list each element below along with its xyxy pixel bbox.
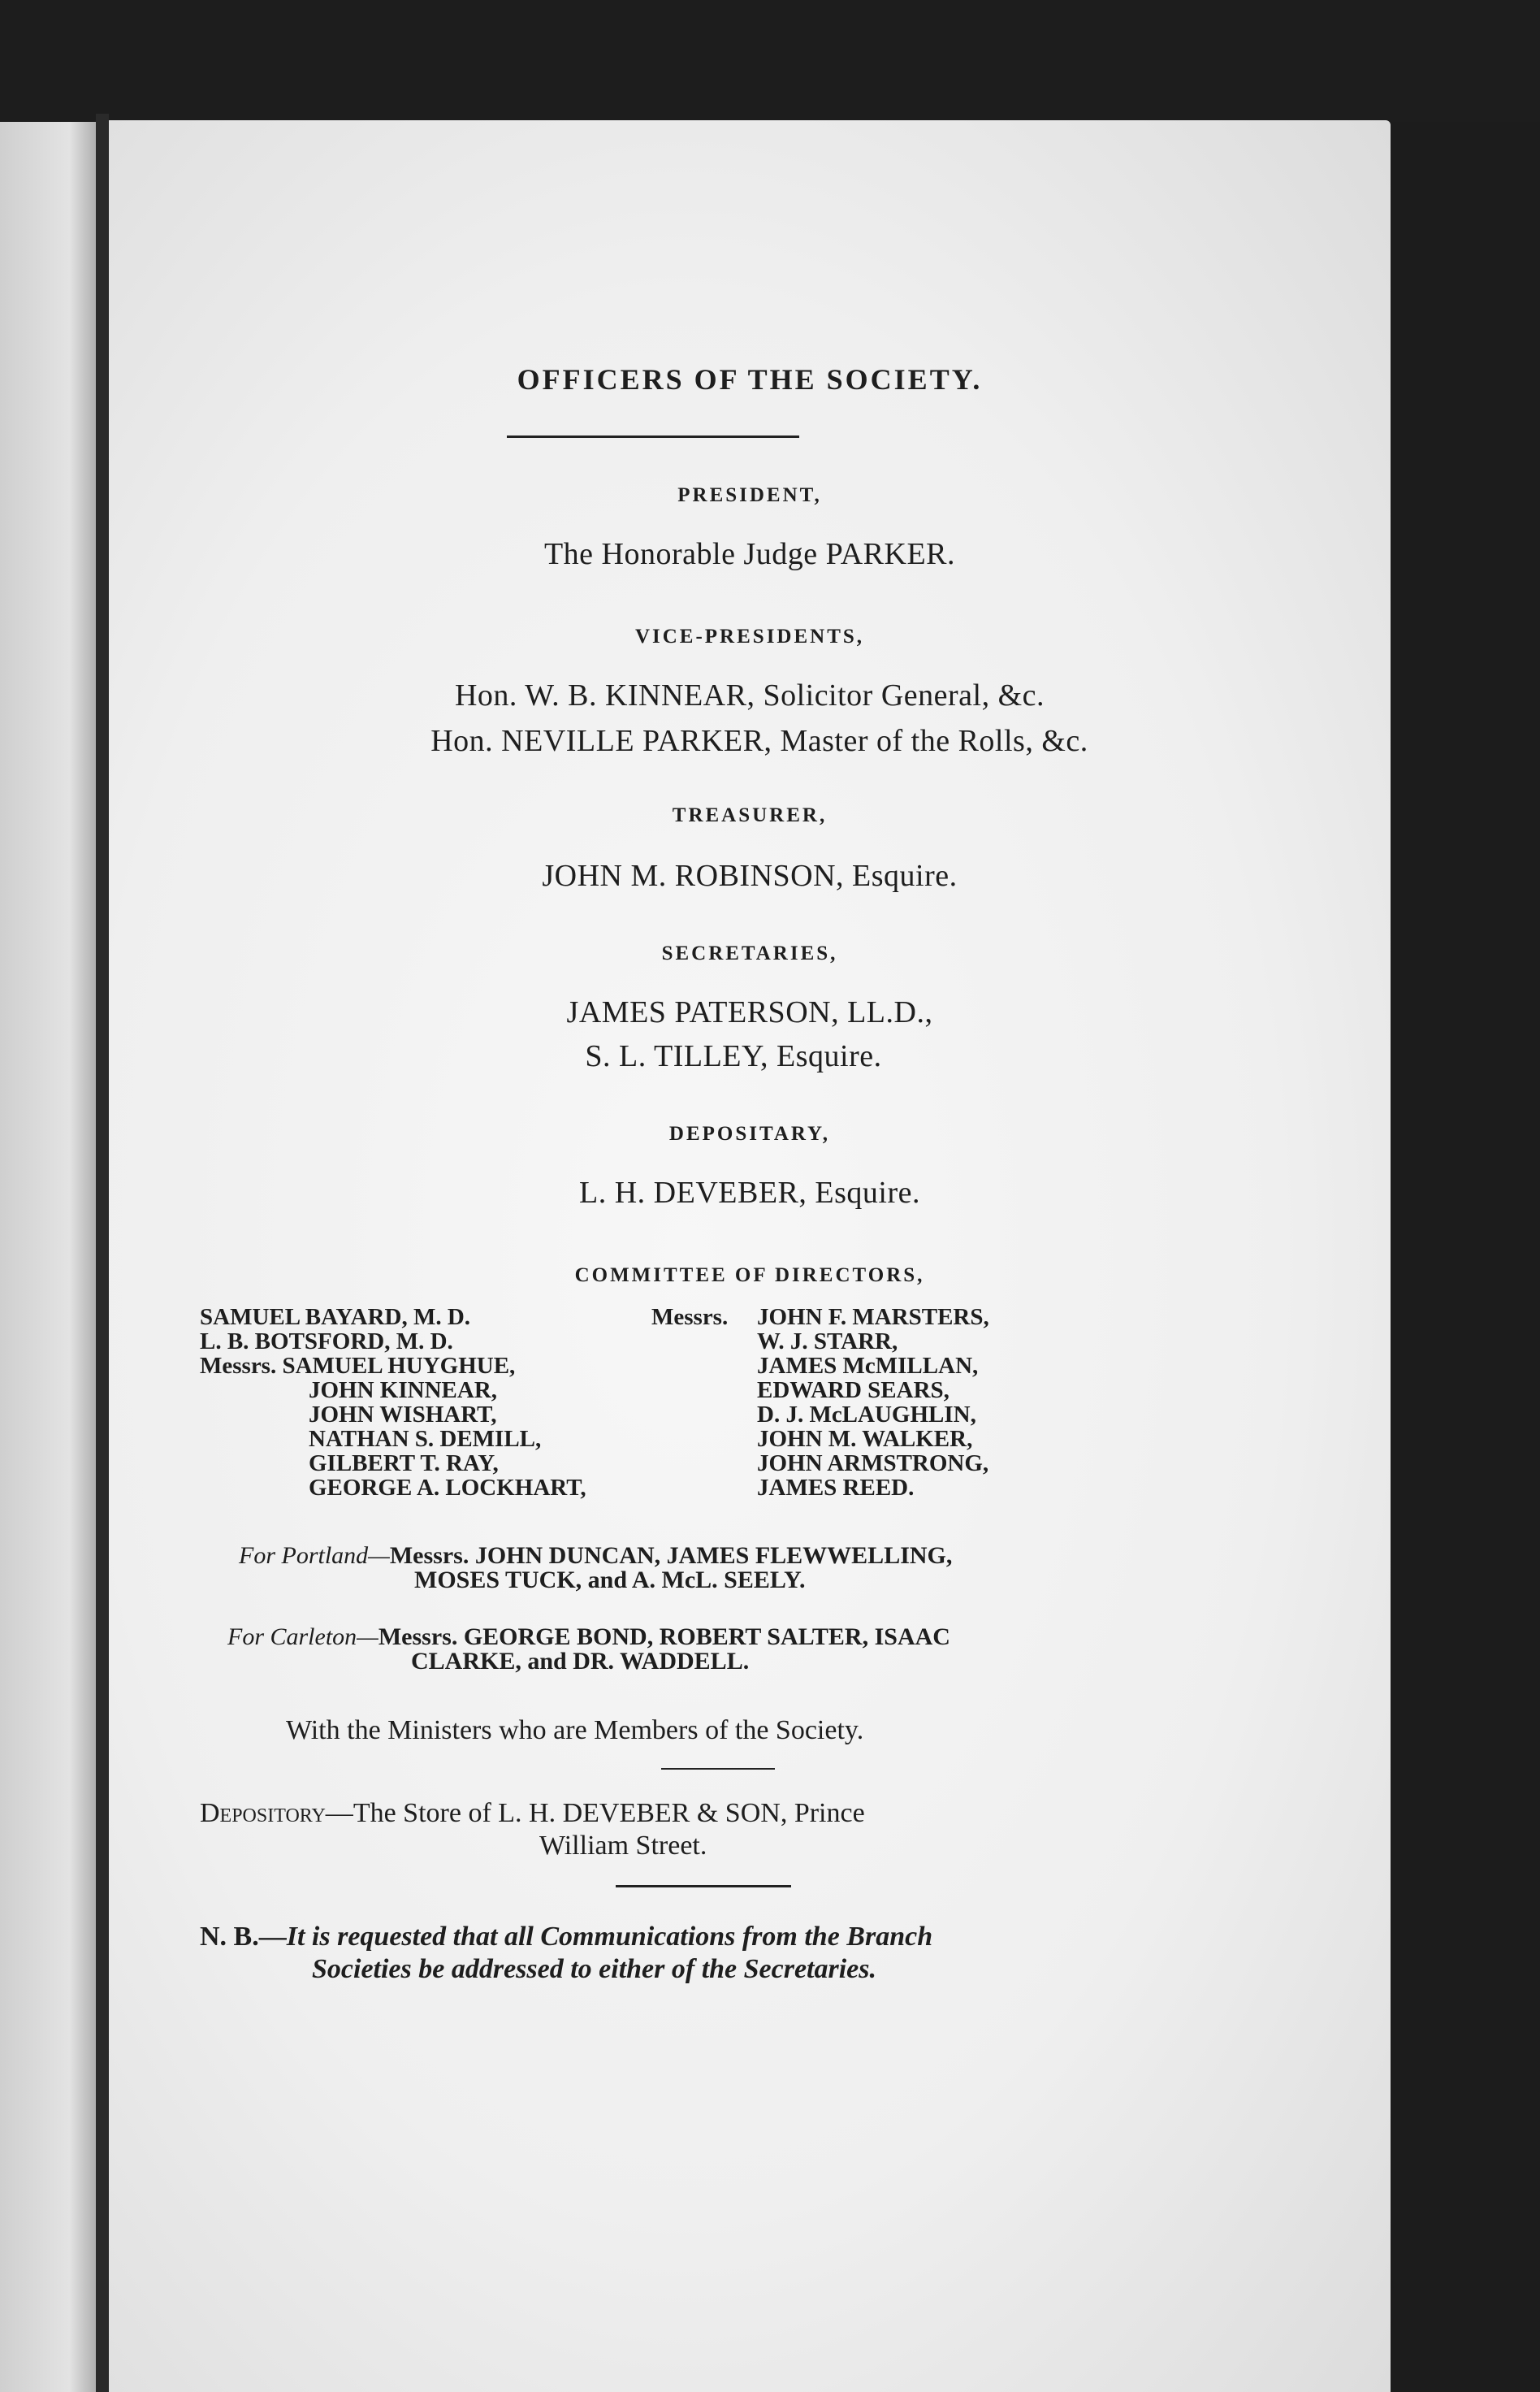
- committee-member: W. J. STARR,: [757, 1328, 898, 1354]
- president-name: The Honorable Judge PARKER.: [543, 537, 956, 571]
- committee-member: JOHN WISHART,: [309, 1402, 497, 1428]
- previous-page-edge: [0, 122, 99, 2392]
- title-rule: [507, 436, 799, 438]
- page-title: OFFICERS OF THE SOCIETY.: [517, 363, 983, 396]
- committee-member: EDWARD SEARS,: [757, 1377, 950, 1403]
- secretary-1: JAMES PATERSON, LL.D.,: [566, 995, 933, 1029]
- committee-member: JAMES REED.: [757, 1475, 915, 1501]
- committee-member: D. J. McLAUGHLIN,: [757, 1402, 976, 1428]
- carleton-line-1: Messrs. GEORGE BOND, ROBERT SALTER, ISAAC: [378, 1623, 950, 1650]
- committee-member: JOHN M. WALKER,: [757, 1426, 973, 1452]
- portland-label: For Portland—: [239, 1542, 390, 1569]
- scan-background-right: [1391, 122, 1540, 2392]
- ministers-line: With the Ministers who are Members of the Society.: [286, 1715, 864, 1745]
- book-spine: [96, 114, 109, 2392]
- depositary-heading: DEPOSITARY,: [668, 1123, 831, 1145]
- treasurer-heading: TREASURER,: [672, 804, 828, 826]
- committee-member: SAMUEL BAYARD, M. D.: [200, 1304, 471, 1330]
- president-heading: PRESIDENT,: [677, 484, 822, 506]
- vice-presidents-heading: VICE-PRESIDENTS,: [634, 626, 865, 648]
- depository-paragraph: [200, 1797, 1207, 1862]
- vice-president-2: Hon. NEVILLE PARKER, Master of the Rolls, &c.: [430, 724, 1088, 758]
- portland-line-2: MOSES TUCK, and A. McL. SEELY.: [414, 1566, 806, 1593]
- nb-note: [200, 1921, 1256, 1986]
- committee-member: JOHN ARMSTRONG,: [757, 1450, 989, 1476]
- vice-president-1: Hon. W. B. KINNEAR, Solicitor General, &c.: [454, 678, 1045, 713]
- committee-heading: COMMITTEE OF DIRECTORS,: [574, 1264, 925, 1286]
- depository-line-1: The Store of L. H. DEVEBER & SON, Prince: [353, 1798, 865, 1828]
- depositary-name: L. H. DEVEBER, Esquire.: [579, 1176, 920, 1210]
- committee-right-column: [757, 1305, 989, 1500]
- carleton-line-2: CLARKE, and DR. WADDELL.: [411, 1648, 750, 1675]
- scan-background-top: [0, 0, 1540, 122]
- carleton-label: For Carleton—: [227, 1623, 379, 1650]
- committee-member: NATHAN S. DEMILL,: [309, 1426, 542, 1452]
- committee-right-prefix: Messrs.: [651, 1304, 729, 1330]
- secretary-2: S. L. TILLEY, Esquire.: [585, 1039, 882, 1073]
- nb-label: N. B.—: [200, 1922, 287, 1952]
- page-content: [109, 120, 1391, 2392]
- divider-rule-2: [616, 1885, 791, 1887]
- carleton-paragraph: [227, 1625, 1186, 1674]
- divider-rule: [661, 1768, 775, 1770]
- treasurer-name: JOHN M. ROBINSON, Esquire.: [542, 859, 958, 893]
- depository-line-2: William Street.: [539, 1831, 707, 1861]
- committee-left-column: [200, 1305, 586, 1500]
- portland-paragraph: [239, 1544, 1181, 1592]
- committee-member: Messrs. SAMUEL HUYGHUE,: [200, 1353, 516, 1379]
- nb-line-2: Societies be addressed to either of the Secretaries.: [312, 1954, 877, 1984]
- committee-member: JOHN KINNEAR,: [309, 1377, 498, 1403]
- committee-member: GEORGE A. LOCKHART,: [309, 1475, 586, 1501]
- committee-member: GILBERT T. RAY,: [309, 1450, 499, 1476]
- secretaries-heading: SECRETARIES,: [661, 942, 838, 964]
- committee-member: JAMES McMILLAN,: [757, 1353, 979, 1379]
- nb-line-1: It is requested that all Communications from the Branch: [286, 1922, 933, 1952]
- committee-member: JOHN F. MARSTERS,: [757, 1304, 989, 1330]
- committee-member: L. B. BOTSFORD, M. D.: [200, 1328, 453, 1354]
- depository-label: Depository—: [200, 1798, 353, 1828]
- portland-line-1: Messrs. JOHN DUNCAN, JAMES FLEWWELLING,: [389, 1542, 953, 1569]
